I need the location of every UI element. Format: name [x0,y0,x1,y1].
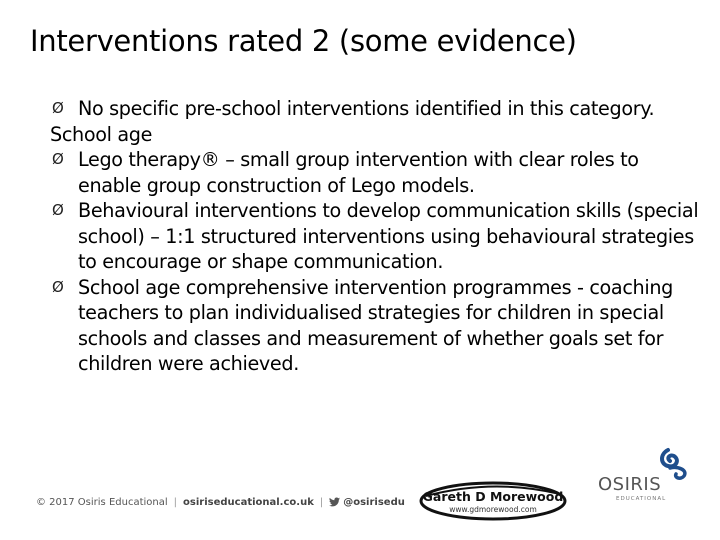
footer-credits [36,497,405,510]
arrow-bullet-icon: Ø [52,201,64,219]
footer-separator: | [173,497,178,508]
bullet-text: No specific pre-school interventions identified in this category. [78,97,655,120]
bullet-item [50,147,700,198]
gdm-logo-name: Gareth D Morewood [422,489,564,504]
bullet-item [50,275,700,377]
arrow-bullet-icon: Ø [52,150,64,168]
footer-twitter-handle[interactable]: @osirisedu [343,497,405,508]
slide-title: Interventions rated 2 (some evidence) [30,24,577,58]
arrow-bullet-icon: Ø [52,99,64,117]
section-heading: School age [50,122,153,146]
bullet-text: School age comprehensive intervention programmes - coaching teachers to plan individualised strategies for children in special schools and classes and measurement of whether goals set for children were achieved. [78,275,673,375]
bullet-text: Lego therapy® – small group intervention with clear roles to enable group construction of Lego models. [78,148,639,197]
twitter-icon [329,497,340,510]
slide-content [50,96,700,377]
osiris-logo-subtitle: EDUCATIONAL [616,496,667,502]
osiris-logo-name: OSIRIS [598,474,662,495]
arrow-bullet-icon: Ø [52,277,64,296]
gdm-logo-url: www.gdmorewood.com [449,505,537,514]
slide-footer [0,470,720,530]
footer-copyright: © 2017 Osiris Educational [36,497,168,508]
bullet-text: Behavioural interventions to develop communication skills (special school) – 1:1 structured interventions using behavioural strategies to encourage or shape communication. [78,199,699,273]
footer-separator: | [319,497,324,508]
gdm-logo [418,480,568,522]
bullet-item [50,96,700,122]
bullet-item [50,198,700,275]
osiris-logo [598,446,694,524]
footer-website-link[interactable]: osiriseducational.co.uk [183,497,314,508]
